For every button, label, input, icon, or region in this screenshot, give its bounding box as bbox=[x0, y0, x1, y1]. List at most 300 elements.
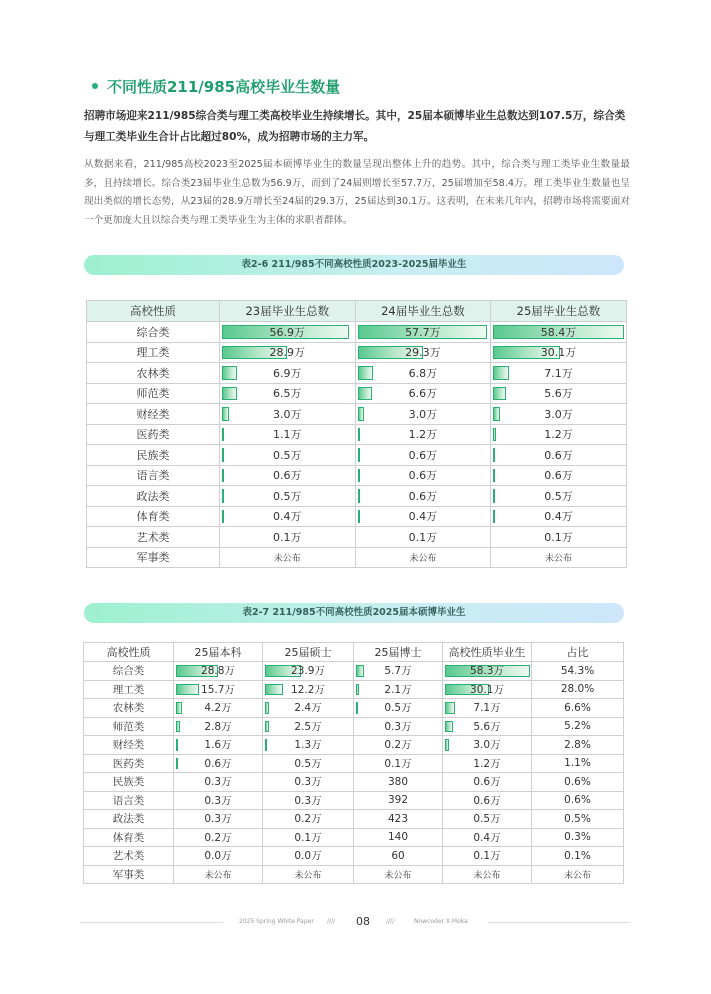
table-row bbox=[84, 828, 624, 847]
value-bar bbox=[358, 510, 360, 524]
table-row bbox=[84, 662, 624, 681]
cell-value: 1.1万 bbox=[273, 428, 302, 442]
data-cell bbox=[263, 736, 354, 755]
cell-value: 0.5% bbox=[564, 812, 591, 825]
data-cell bbox=[263, 717, 354, 736]
data-cell bbox=[174, 773, 263, 792]
cell-value: 3.0万 bbox=[473, 739, 501, 752]
cell-value: 0.3万 bbox=[204, 776, 232, 789]
cell-value: 未公布 bbox=[273, 553, 301, 564]
cell-value: 0.1万 bbox=[408, 530, 438, 544]
row-label: 艺术类 bbox=[84, 847, 174, 866]
cell-value: 2.8% bbox=[564, 738, 591, 751]
data-cell bbox=[354, 680, 443, 699]
row-label: 医药类 bbox=[84, 754, 174, 773]
page-footer bbox=[0, 913, 711, 933]
value-bar bbox=[493, 469, 495, 483]
cell-value: 0.1万 bbox=[294, 831, 322, 844]
cell-value: 0.2万 bbox=[384, 739, 412, 752]
row-label: 政法类 bbox=[87, 486, 220, 507]
cell-value: 58.3万 bbox=[470, 665, 504, 678]
table-row bbox=[87, 465, 627, 486]
cell-value: 3.0万 bbox=[273, 407, 302, 421]
cell-value: 29.3万 bbox=[405, 346, 441, 360]
column-header: 25届毕业生总数 bbox=[491, 301, 627, 322]
value-bar bbox=[493, 489, 495, 503]
cell-value: 0.6万 bbox=[408, 448, 438, 462]
data-cell bbox=[354, 865, 443, 884]
cell-value: 0.6万 bbox=[473, 794, 501, 807]
cell-value: 0.4万 bbox=[544, 510, 573, 524]
data-cell bbox=[355, 404, 491, 425]
table-row bbox=[87, 404, 627, 425]
data-cell bbox=[354, 810, 443, 829]
value-bar bbox=[445, 702, 455, 714]
value-bar bbox=[176, 721, 180, 733]
page-number: 08 bbox=[356, 915, 370, 928]
row-label: 民族类 bbox=[87, 445, 220, 466]
data-cell bbox=[354, 828, 443, 847]
value-bar bbox=[222, 366, 237, 380]
table-row bbox=[84, 847, 624, 866]
table-row bbox=[84, 736, 624, 755]
section-title-text: 不同性质211/985高校毕业生数量 bbox=[107, 78, 341, 96]
data-cell bbox=[491, 404, 627, 425]
data-cell bbox=[355, 342, 491, 363]
value-bar bbox=[493, 407, 500, 421]
value-bar bbox=[356, 665, 364, 677]
column-header: 25届博士 bbox=[354, 643, 443, 662]
cell-value: 1.2万 bbox=[544, 428, 573, 442]
cell-value: 0.6% bbox=[564, 794, 591, 807]
column-header: 高校性质 bbox=[84, 643, 174, 662]
data-cell bbox=[443, 680, 532, 699]
cell-value: 未公布 bbox=[204, 870, 232, 881]
data-cell bbox=[174, 754, 263, 773]
table-row bbox=[87, 547, 627, 568]
data-cell bbox=[174, 717, 263, 736]
data-cell bbox=[532, 662, 624, 681]
data-cell bbox=[354, 736, 443, 755]
value-bar bbox=[222, 387, 237, 401]
data-cell bbox=[491, 506, 627, 527]
row-label: 政法类 bbox=[84, 810, 174, 829]
cell-value: 1.3万 bbox=[294, 739, 322, 752]
cell-value: 未公布 bbox=[544, 553, 572, 564]
value-bar bbox=[222, 428, 224, 442]
row-label: 财经类 bbox=[87, 404, 220, 425]
cell-value: 未公布 bbox=[294, 870, 322, 881]
data-cell bbox=[355, 465, 491, 486]
data-cell bbox=[532, 717, 624, 736]
data-cell bbox=[263, 810, 354, 829]
footer-right-text: Nowcoder X Moka bbox=[414, 918, 468, 925]
column-header: 占比 bbox=[532, 643, 624, 662]
value-bar bbox=[358, 489, 360, 503]
cell-value: 0.4万 bbox=[408, 510, 438, 524]
cell-value: 2.4万 bbox=[294, 702, 322, 715]
value-bar bbox=[176, 702, 182, 714]
data-cell bbox=[532, 680, 624, 699]
cell-value: 6.9万 bbox=[273, 366, 302, 380]
value-bar bbox=[445, 739, 449, 751]
cell-value: 7.1万 bbox=[544, 366, 573, 380]
data-cell bbox=[354, 699, 443, 718]
cell-value: 0.3% bbox=[564, 831, 591, 844]
cell-value: 1.1% bbox=[564, 757, 591, 770]
cell-value: 未公布 bbox=[473, 870, 501, 881]
footer-left-text: 2025 Spring White Paper bbox=[239, 918, 314, 925]
cell-value: 15.7万 bbox=[201, 683, 235, 696]
table-row bbox=[87, 445, 627, 466]
data-cell bbox=[220, 527, 356, 548]
cell-value: 0.1% bbox=[564, 849, 591, 862]
cell-value: 423 bbox=[387, 812, 409, 825]
row-label: 体育类 bbox=[87, 506, 220, 527]
value-bar bbox=[222, 469, 224, 483]
value-bar bbox=[493, 366, 509, 380]
data-cell bbox=[443, 736, 532, 755]
data-cell bbox=[532, 736, 624, 755]
cell-value: 2.8万 bbox=[204, 720, 232, 733]
cell-value: 0.5万 bbox=[294, 757, 322, 770]
data-cell bbox=[220, 363, 356, 384]
data-cell bbox=[220, 465, 356, 486]
value-bar bbox=[493, 510, 495, 524]
table-row bbox=[87, 506, 627, 527]
data-cell bbox=[491, 486, 627, 507]
cell-value: 2.5万 bbox=[294, 720, 322, 733]
data-cell bbox=[443, 717, 532, 736]
value-bar bbox=[356, 702, 358, 714]
cell-value: 5.6万 bbox=[544, 387, 573, 401]
cell-value: 0.1万 bbox=[473, 850, 501, 863]
cell-value: 30.1万 bbox=[540, 346, 577, 360]
cell-value: 0.6万 bbox=[204, 757, 232, 770]
data-cell bbox=[220, 506, 356, 527]
data-cell bbox=[355, 506, 491, 527]
data-cell bbox=[355, 322, 491, 343]
data-cell bbox=[220, 547, 356, 568]
cell-value: 28.9万 bbox=[269, 346, 306, 360]
row-label: 民族类 bbox=[84, 773, 174, 792]
row-label: 师范类 bbox=[87, 383, 220, 404]
value-bar bbox=[358, 366, 373, 380]
bullet-icon bbox=[92, 83, 98, 89]
table-row bbox=[84, 680, 624, 699]
data-cell bbox=[532, 754, 624, 773]
data-cell bbox=[263, 828, 354, 847]
table-row bbox=[84, 717, 624, 736]
data-cell bbox=[532, 791, 624, 810]
value-bar bbox=[358, 407, 365, 421]
cell-value: 0.6万 bbox=[544, 469, 573, 483]
cell-value: 0.3万 bbox=[384, 720, 412, 733]
cell-value: 28.8万 bbox=[201, 665, 235, 678]
data-cell bbox=[355, 424, 491, 445]
table-graduates-2025-by-degree bbox=[83, 642, 624, 884]
data-cell bbox=[443, 865, 532, 884]
cell-value: 0.3万 bbox=[204, 813, 232, 826]
data-cell bbox=[355, 547, 491, 568]
cell-value: 0.4万 bbox=[473, 831, 501, 844]
data-cell bbox=[174, 810, 263, 829]
cell-value: 7.1万 bbox=[473, 702, 501, 715]
cell-value: 0.4万 bbox=[273, 510, 302, 524]
data-cell bbox=[355, 527, 491, 548]
data-cell bbox=[355, 486, 491, 507]
value-bar bbox=[222, 489, 224, 503]
cell-value: 0.0万 bbox=[294, 850, 322, 863]
cell-value: 60 bbox=[391, 849, 405, 862]
data-cell bbox=[220, 486, 356, 507]
table2-caption: 表2-7 211/985不同高校性质2025届本硕博毕业生 bbox=[84, 603, 624, 623]
cell-value: 1.6万 bbox=[204, 739, 232, 752]
cell-value: 0.5万 bbox=[273, 489, 302, 503]
table-row bbox=[87, 424, 627, 445]
cell-value: 0.6万 bbox=[408, 469, 438, 483]
cell-value: 1.2万 bbox=[408, 428, 438, 442]
data-cell bbox=[532, 810, 624, 829]
cell-value: 6.8万 bbox=[408, 366, 438, 380]
data-cell bbox=[174, 699, 263, 718]
row-label: 体育类 bbox=[84, 828, 174, 847]
value-bar bbox=[358, 448, 360, 462]
data-cell bbox=[263, 662, 354, 681]
cell-value: 0.6% bbox=[564, 775, 591, 788]
data-cell bbox=[532, 699, 624, 718]
cell-value: 0.5万 bbox=[473, 813, 501, 826]
data-cell bbox=[174, 791, 263, 810]
value-bar bbox=[176, 758, 178, 770]
column-header: 25届本科 bbox=[174, 643, 263, 662]
footer-separator: //// bbox=[386, 918, 395, 925]
value-bar bbox=[358, 428, 361, 442]
cell-value: 3.0万 bbox=[544, 407, 573, 421]
row-label: 军事类 bbox=[84, 865, 174, 884]
data-cell bbox=[443, 828, 532, 847]
data-cell bbox=[220, 424, 356, 445]
footer-separator: //// bbox=[327, 918, 336, 925]
footer-divider bbox=[488, 922, 630, 923]
data-cell bbox=[354, 754, 443, 773]
data-cell bbox=[491, 342, 627, 363]
cell-value: 6.5万 bbox=[273, 387, 302, 401]
table-row bbox=[87, 527, 627, 548]
data-cell bbox=[491, 527, 627, 548]
table-row bbox=[87, 383, 627, 404]
value-bar bbox=[265, 684, 283, 696]
cell-value: 380 bbox=[387, 775, 409, 788]
cell-value: 5.7万 bbox=[384, 665, 412, 678]
data-cell bbox=[174, 865, 263, 884]
data-cell bbox=[174, 828, 263, 847]
cell-value: 30.1万 bbox=[470, 683, 504, 696]
data-cell bbox=[532, 828, 624, 847]
cell-value: 0.3万 bbox=[204, 794, 232, 807]
cell-value: 0.5万 bbox=[273, 448, 302, 462]
cell-value: 6.6% bbox=[564, 701, 591, 714]
data-cell bbox=[443, 754, 532, 773]
cell-value: 57.7万 bbox=[405, 325, 441, 339]
cell-value: 0.3万 bbox=[294, 794, 322, 807]
column-header: 高校性质毕业生 bbox=[443, 643, 532, 662]
data-cell bbox=[491, 547, 627, 568]
data-cell bbox=[174, 662, 263, 681]
data-cell bbox=[174, 847, 263, 866]
row-label: 师范类 bbox=[84, 717, 174, 736]
value-bar bbox=[358, 469, 360, 483]
section-title bbox=[92, 76, 340, 97]
cell-value: 140 bbox=[387, 831, 409, 844]
data-cell bbox=[354, 662, 443, 681]
cell-value: 未公布 bbox=[563, 870, 591, 881]
cell-value: 54.3% bbox=[560, 664, 595, 677]
data-cell bbox=[220, 322, 356, 343]
cell-value: 0.3万 bbox=[294, 776, 322, 789]
cell-value: 28.0% bbox=[560, 683, 595, 696]
cell-value: 0.5万 bbox=[544, 489, 573, 503]
row-label: 理工类 bbox=[84, 680, 174, 699]
data-cell bbox=[355, 445, 491, 466]
table-row bbox=[87, 322, 627, 343]
value-bar bbox=[222, 407, 229, 421]
value-bar bbox=[265, 739, 267, 751]
cell-value: 0.5万 bbox=[384, 702, 412, 715]
body-paragraph: 从数据来看，211/985高校2023至2025届本硕博毕业生的数量呈现出整体上升的趋势。其中，综合类与理工类毕业生数量最多，且持续增长。综合类23届毕业生总数为56.9万，而到了24届则增长至57.7万，25届增加至58.4万。理工类毕业生数量也呈现出类似的增长态势，从23届的28.9万增长至24届的29.3万，25届达到30.1万。这表明，在未来几年内，招聘市场将需要面对一个更加庞大且以综合类与理工类毕业生为主体的求职者群体。 bbox=[84, 159, 630, 226]
data-cell bbox=[443, 773, 532, 792]
value-bar bbox=[493, 448, 495, 462]
cell-value: 0.6万 bbox=[473, 776, 501, 789]
cell-value: 0.1万 bbox=[273, 530, 302, 544]
cell-value: 5.6万 bbox=[473, 720, 501, 733]
table-row bbox=[84, 754, 624, 773]
cell-value: 0.2万 bbox=[294, 813, 322, 826]
column-header: 23届毕业生总数 bbox=[220, 301, 356, 322]
lead-paragraph: 招聘市场迎来211/985综合类与理工类高校毕业生持续增长。其中，25届本硕博毕业生总数达到107.5万，综合类与理工类毕业生合计占比超过80%，成为招聘市场的主力军。 bbox=[84, 110, 626, 143]
table-row bbox=[84, 699, 624, 718]
cell-value: 1.2万 bbox=[473, 757, 501, 770]
data-cell bbox=[354, 717, 443, 736]
value-bar bbox=[176, 684, 199, 696]
table-row bbox=[84, 791, 624, 810]
value-bar bbox=[265, 721, 269, 733]
value-bar bbox=[493, 428, 496, 442]
row-label: 艺术类 bbox=[87, 527, 220, 548]
data-cell bbox=[443, 662, 532, 681]
cell-value: 0.1万 bbox=[384, 757, 412, 770]
table-graduates-2023-2025 bbox=[86, 300, 627, 568]
column-header: 24届毕业生总数 bbox=[355, 301, 491, 322]
data-cell bbox=[174, 680, 263, 699]
cell-value: 5.2% bbox=[564, 720, 591, 733]
cell-value: 0.6万 bbox=[273, 469, 302, 483]
row-label: 语言类 bbox=[87, 465, 220, 486]
data-cell bbox=[532, 865, 624, 884]
data-cell bbox=[532, 847, 624, 866]
row-label: 军事类 bbox=[87, 547, 220, 568]
value-bar bbox=[356, 684, 359, 696]
data-cell bbox=[263, 699, 354, 718]
data-cell bbox=[443, 791, 532, 810]
value-bar bbox=[445, 721, 453, 733]
data-cell bbox=[443, 810, 532, 829]
data-cell bbox=[491, 445, 627, 466]
data-cell bbox=[220, 445, 356, 466]
data-cell bbox=[491, 424, 627, 445]
data-cell bbox=[263, 680, 354, 699]
cell-value: 56.9万 bbox=[269, 325, 306, 339]
data-cell bbox=[443, 699, 532, 718]
data-cell bbox=[263, 791, 354, 810]
value-bar bbox=[176, 739, 178, 751]
cell-value: 0.0万 bbox=[204, 850, 232, 863]
value-bar bbox=[493, 387, 506, 401]
data-cell bbox=[354, 791, 443, 810]
data-cell bbox=[354, 847, 443, 866]
cell-value: 0.6万 bbox=[544, 448, 573, 462]
row-label: 理工类 bbox=[87, 342, 220, 363]
data-cell bbox=[263, 773, 354, 792]
table-row bbox=[87, 486, 627, 507]
data-cell bbox=[355, 383, 491, 404]
row-label: 语言类 bbox=[84, 791, 174, 810]
cell-value: 0.2万 bbox=[204, 831, 232, 844]
row-label: 财经类 bbox=[84, 736, 174, 755]
cell-value: 23.9万 bbox=[291, 665, 325, 678]
cell-value: 0.1万 bbox=[544, 530, 573, 544]
table1-caption: 表2-6 211/985不同高校性质2023-2025届毕业生 bbox=[84, 255, 624, 275]
cell-value: 0.6万 bbox=[408, 489, 438, 503]
row-label: 综合类 bbox=[87, 322, 220, 343]
data-cell bbox=[491, 322, 627, 343]
data-cell bbox=[354, 773, 443, 792]
value-bar bbox=[222, 510, 224, 524]
data-cell bbox=[220, 383, 356, 404]
value-bar bbox=[265, 702, 269, 714]
column-header: 高校性质 bbox=[87, 301, 220, 322]
cell-value: 2.1万 bbox=[384, 683, 412, 696]
row-label: 医药类 bbox=[87, 424, 220, 445]
table-row bbox=[84, 865, 624, 884]
data-cell bbox=[491, 383, 627, 404]
data-cell bbox=[263, 847, 354, 866]
data-cell bbox=[220, 342, 356, 363]
cell-value: 12.2万 bbox=[291, 683, 325, 696]
cell-value: 未公布 bbox=[384, 870, 412, 881]
data-cell bbox=[443, 847, 532, 866]
data-cell bbox=[263, 865, 354, 884]
cell-value: 未公布 bbox=[409, 553, 437, 564]
cell-value: 6.6万 bbox=[408, 387, 438, 401]
row-label: 农林类 bbox=[84, 699, 174, 718]
cell-value: 392 bbox=[387, 794, 409, 807]
table-row bbox=[84, 773, 624, 792]
table-header-row bbox=[84, 643, 624, 662]
cell-value: 3.0万 bbox=[408, 407, 438, 421]
data-cell bbox=[355, 363, 491, 384]
row-label: 综合类 bbox=[84, 662, 174, 681]
cell-value: 58.4万 bbox=[540, 325, 577, 339]
value-bar bbox=[222, 448, 224, 462]
data-cell bbox=[491, 363, 627, 384]
data-cell bbox=[220, 404, 356, 425]
row-label: 农林类 bbox=[87, 363, 220, 384]
value-bar bbox=[358, 387, 373, 401]
data-cell bbox=[532, 773, 624, 792]
table-row bbox=[87, 363, 627, 384]
table-row bbox=[87, 342, 627, 363]
